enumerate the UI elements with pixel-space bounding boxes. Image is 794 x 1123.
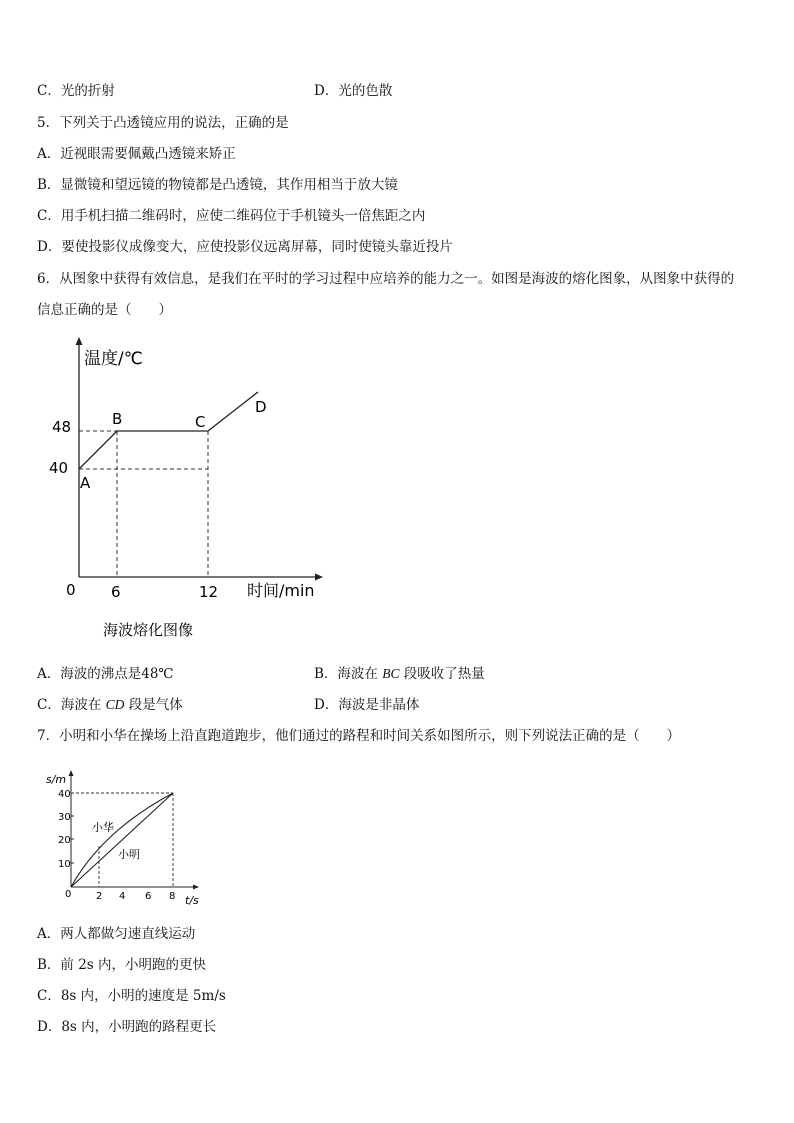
xtick-6: 6: [145, 891, 152, 902]
ytick-48: 48: [52, 418, 72, 436]
origin-label: 0: [66, 581, 76, 599]
point-b-label: B: [112, 410, 123, 428]
xiaohua-label: 小华: [92, 821, 114, 834]
q6-option-c: C．海波在 CD 段是气体: [37, 697, 183, 713]
q7-option-a: A．两人都做匀速直线运动: [37, 926, 196, 942]
y-axis-arrow: [76, 337, 83, 345]
xiaoming-label: 小明: [118, 848, 140, 861]
point-d-label: D: [255, 398, 267, 416]
q4-option-c: C．光的折射: [37, 83, 115, 99]
ytick-40: 40: [49, 459, 69, 477]
xtick-8: 8: [169, 891, 176, 902]
q4-option-d: D．光的色散: [314, 83, 393, 99]
ytick-30: 30: [58, 812, 71, 823]
q6-stem-line2: 信息正确的是（ ）: [37, 302, 172, 318]
q5-option-a: A．近视眼需要佩戴凸透镜来矫正: [37, 146, 236, 162]
x-axis-label: 时间/min: [247, 581, 315, 600]
ytick-20: 20: [58, 835, 71, 846]
ytick-10: 10: [58, 859, 71, 870]
xtick-4: 4: [119, 891, 126, 902]
distance-time-graph: [40, 766, 210, 910]
q6-option-b: B．海波在 BC 段吸收了热量: [314, 666, 485, 682]
haibo-melting-graph: [40, 330, 340, 650]
q7-option-b: B．前 2s 内，小明跑的更快: [37, 957, 207, 973]
q6-option-d: D．海波是非晶体: [314, 697, 420, 713]
x-axis-label: t/s: [185, 894, 199, 907]
q6-stem-line1: 6．从图象中获得有效信息，是我们在平时的学习过程中应培养的能力之一。如图是海波的熔化图象，从图象中获得的: [37, 271, 735, 287]
q5-stem: 5．下列关于凸透镜应用的说法，正确的是: [37, 115, 289, 131]
q7-option-c: C．8s 内，小明的速度是 5m/s: [37, 988, 226, 1004]
xtick-2: 2: [96, 891, 103, 902]
q6-option-a: A．海波的沸点是48℃: [37, 666, 174, 682]
q7-option-d: D．8s 内，小明跑的路程更长: [37, 1019, 217, 1035]
q7-stem: 7．小明和小华在操场上沿直跑道跑步，他们通过的路程和时间关系如图所示，则下列说法正确的是（ ）: [37, 728, 681, 744]
origin-label: 0: [65, 889, 72, 900]
xiaoming-line: [71, 793, 173, 887]
point-c-label: C: [195, 413, 206, 431]
y-axis-label: 温度/℃: [84, 349, 143, 369]
xtick-12: 12: [199, 583, 219, 601]
y-axis-label: s/m: [46, 773, 67, 786]
point-a-label: A: [80, 474, 91, 492]
x-axis-arrow: [193, 885, 199, 890]
q5-option-d: D．要使投影仪成像变大，应使投影仪远离屏幕，同时使镜头靠近投片: [37, 239, 453, 255]
x-axis-arrow: [315, 574, 323, 581]
xtick-6: 6: [111, 583, 121, 601]
q5-option-c: C．用手机扫描二维码时，应使二维码位于手机镜头一倍焦距之内: [37, 208, 426, 224]
y-axis-arrow: [69, 770, 74, 776]
ytick-40: 40: [58, 789, 71, 800]
graph-caption: 海波熔化图像: [103, 621, 194, 639]
q5-option-b: B．显微镜和望远镜的物镜都是凸透镜，其作用相当于放大镜: [37, 177, 398, 193]
melting-curve: [79, 392, 258, 469]
